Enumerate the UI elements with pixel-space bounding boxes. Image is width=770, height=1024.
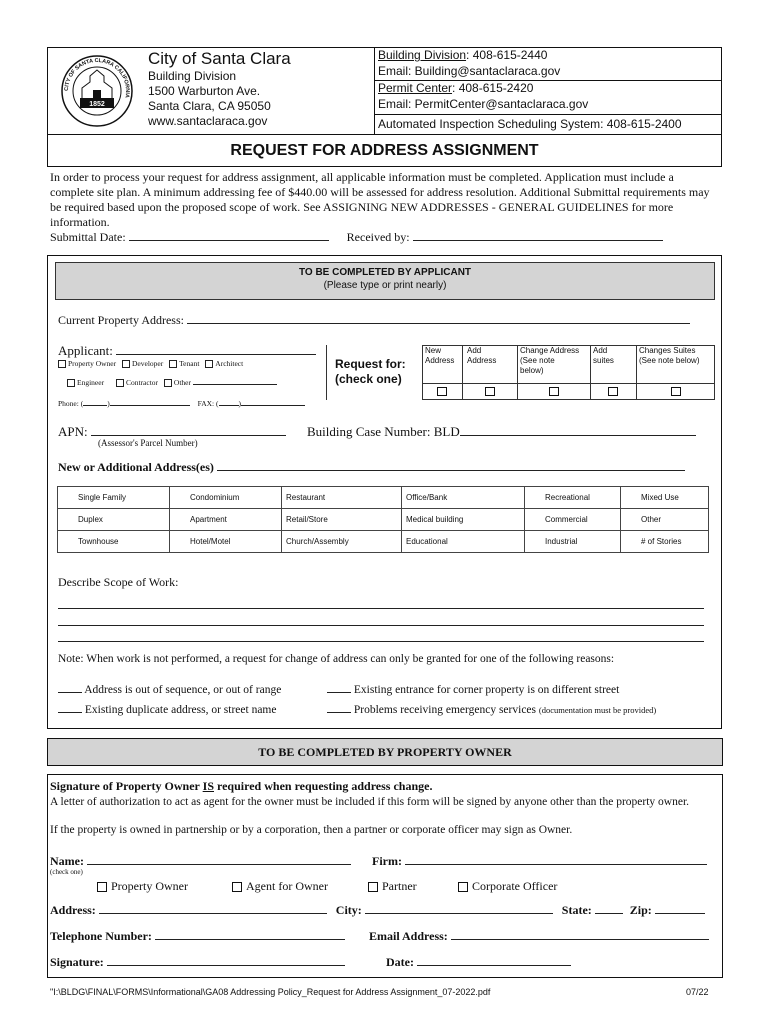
apn-field[interactable] (91, 426, 286, 436)
building-type-cell[interactable]: Restaurant (282, 487, 402, 509)
inspection-scheduling: Automated Inspection Scheduling System: 408-615-2400 (378, 117, 682, 131)
building-type-cell[interactable]: Hotel/Motel (170, 531, 282, 553)
reason-label: Address is out of sequence, or out of range (84, 684, 282, 696)
scope-line-2[interactable] (58, 625, 704, 626)
building-division-label: Building Division (378, 48, 467, 62)
intro-text: In order to process your request for address assignment, all applicable information must be completed. Application must include a complete site plan. A minimum addressing fee of $440.00 will be assessed for address resolution. Additional Submittal requirements may be required based upon the proposed scope of work. See ASSIGNING NEW ADDRESSES - GENERAL GUIDELINES for more information. (50, 170, 710, 229)
building-type-cell[interactable]: Recreational (525, 487, 621, 509)
phone-area-field[interactable] (80, 399, 107, 408)
building-division-phone: : 408-615-2440 (466, 48, 548, 62)
new-address-label: New or Additional Address(es) (58, 460, 214, 474)
owner-option-label: Agent for Owner (246, 879, 328, 893)
seal-text: CITY OF SANTA CLARA CALIFORNIA (63, 57, 131, 99)
building-case-row (307, 424, 696, 440)
reason-row-2 (58, 703, 276, 716)
owner-option (458, 879, 557, 894)
current-address-field[interactable] (187, 314, 690, 324)
sig-required-part-a: Signature of Property Owner (50, 779, 203, 793)
table-row (58, 509, 709, 531)
owner-signature-row (50, 955, 345, 970)
request-option-label: Change Address (520, 346, 580, 355)
building-type-cell[interactable]: Commercial (525, 509, 621, 531)
role-label: Property Owner (68, 359, 117, 368)
building-type-cell[interactable]: Single Family (58, 487, 170, 509)
permit-center-label: Permit Center (378, 81, 453, 95)
role-checkbox[interactable] (164, 379, 172, 387)
request-option-label: (See note (520, 356, 555, 365)
applicant-roles-2 (67, 378, 277, 387)
request-option-label: New (425, 346, 442, 355)
role-checkbox[interactable] (122, 360, 130, 368)
reason-label: Existing entrance for corner property is on different street (353, 684, 620, 696)
applicant-row (58, 343, 316, 359)
owner-date-label: Date: (386, 955, 414, 969)
reason-row-1 (58, 683, 281, 696)
reason-row-2b (327, 703, 656, 716)
footer-version: 07/22 (686, 987, 709, 997)
sig-required-is: IS (202, 779, 214, 793)
building-type-cell[interactable]: Mixed Use (621, 487, 709, 509)
table-row (58, 531, 709, 553)
new-address-field[interactable] (217, 461, 685, 471)
scope-label: Describe Scope of Work: (58, 575, 179, 589)
applicant-label: Applicant: (58, 343, 113, 358)
owner-name-label: Name: (50, 854, 84, 868)
owner-zip-label: Zip: (629, 903, 652, 917)
role-checkbox[interactable] (169, 360, 177, 368)
reason-blank[interactable] (327, 683, 351, 693)
building-type-cell[interactable]: Duplex (58, 509, 170, 531)
building-type-cell[interactable]: Condominium (170, 487, 282, 509)
sig-required-part-b: required when requesting address change. (214, 779, 433, 793)
request-option-label: Add (467, 346, 482, 355)
applicant-field[interactable] (116, 345, 316, 355)
owner-partnership-text: If the property is owned in partnership or by a corporation, then a partner or corporate officer may sign as Owner. (50, 824, 573, 836)
submittal-date-field[interactable] (129, 231, 329, 241)
form-title: REQUEST FOR ADDRESS ASSIGNMENT (230, 142, 539, 159)
owner-option (232, 879, 328, 894)
request-checkbox[interactable] (671, 387, 681, 396)
current-address-row (58, 313, 690, 328)
owner-option (368, 879, 417, 894)
building-type-cell[interactable]: Apartment (170, 509, 282, 531)
request-checkbox[interactable] (485, 387, 495, 396)
request-option-label: (See note below) (639, 356, 700, 365)
fax-field[interactable] (238, 399, 305, 408)
seal-year: 1852 (89, 101, 105, 108)
phone-fax-row (58, 399, 305, 408)
phone-paren-open: ( (80, 399, 84, 408)
website-link[interactable]: www.santaclaraca.gov (148, 114, 268, 128)
applicant-roles (58, 359, 243, 368)
request-option-label: Address (467, 356, 497, 365)
received-by-field[interactable] (413, 231, 663, 241)
request-option (462, 345, 517, 399)
owner-phone-field[interactable] (155, 930, 345, 940)
owner-name-field[interactable] (87, 855, 351, 865)
submittal-date-label: Submittal Date: (50, 230, 126, 244)
fax-paren-close: ) (238, 399, 241, 408)
building-type-cell[interactable]: Medical building (402, 509, 525, 531)
owner-date-row (386, 955, 571, 970)
request-option-label: Address (425, 356, 455, 365)
role-label: Engineer (77, 378, 105, 387)
owner-firm-row (372, 854, 707, 869)
request-grid-bottom (422, 399, 715, 400)
received-by-label: Received by: (346, 230, 410, 244)
submittal-date-row (50, 230, 663, 245)
owner-type-checkbox[interactable] (368, 882, 378, 892)
role-checkbox[interactable] (116, 379, 124, 387)
owner-signature-field[interactable] (107, 956, 345, 966)
role-checkbox[interactable] (67, 379, 75, 387)
owner-option (97, 879, 188, 894)
building-type-cell[interactable]: Church/Assembly (282, 531, 402, 553)
reason-blank[interactable] (327, 703, 351, 713)
owner-email-field[interactable] (451, 930, 709, 940)
owner-phone-row (50, 929, 345, 944)
applicant-subtitle: (Please type or print nearly) (323, 280, 447, 291)
owner-state-label: State: (561, 903, 592, 917)
owner-title: TO BE COMPLETED BY PROPERTY OWNER (258, 745, 512, 759)
reason-note: (documentation must be provided) (538, 705, 657, 715)
table-row (58, 487, 709, 509)
owner-address-field[interactable] (99, 904, 327, 914)
owner-address-label: Address: (50, 903, 96, 917)
owner-city-label: City: (335, 903, 362, 917)
apn-note: (Assessor's Parcel Number) (98, 438, 198, 448)
city-seal-icon (60, 54, 134, 128)
request-option (517, 345, 590, 399)
building-division-contact (378, 48, 547, 62)
contact-divider (374, 47, 375, 134)
scope-line-3[interactable] (58, 641, 704, 642)
reason-label: Problems receiving emergency services (353, 704, 536, 716)
role-label: Developer (132, 359, 164, 368)
check-one-label: (check one) (335, 372, 402, 386)
request-option-label: suites (593, 356, 614, 365)
request-option (590, 345, 636, 399)
fax-area-field[interactable] (219, 399, 239, 406)
applicant-header (55, 262, 715, 300)
owner-option-label: Corporate Officer (472, 879, 558, 893)
fax-paren-open: ( (216, 399, 219, 408)
owner-email-row (369, 929, 709, 944)
current-address-label: Current Property Address: (58, 313, 184, 327)
request-option-label: Changes Suites (639, 346, 696, 355)
owner-zip-field[interactable] (655, 904, 705, 914)
permit-center-phone: : 408-615-2420 (452, 81, 534, 95)
new-address-row (58, 460, 685, 475)
request-checkbox[interactable] (549, 387, 559, 396)
building-type-cell[interactable]: Other (621, 509, 709, 531)
city-name: City of Santa Clara (148, 49, 291, 68)
owner-date-field[interactable] (417, 956, 571, 966)
request-for-table (326, 345, 714, 400)
role-checkbox[interactable] (58, 360, 66, 368)
owner-firm-label: Firm: (372, 854, 402, 868)
fax-label: FAX: (197, 399, 215, 408)
reason-row-1b (327, 683, 619, 696)
owner-option-label: Partner (382, 879, 417, 893)
owner-sig-required (50, 779, 432, 794)
division-name: Building Division (148, 69, 237, 83)
request-option (636, 345, 715, 399)
reason-blank[interactable] (58, 703, 82, 713)
phone-paren-close: ) (107, 399, 110, 408)
applicant-title: TO BE COMPLETED BY APPLICANT (298, 267, 472, 278)
owner-firm-field[interactable] (405, 855, 707, 865)
building-type-cell[interactable]: Educational (402, 531, 525, 553)
owner-type-checkbox[interactable] (97, 882, 107, 892)
permit-center-contact (378, 81, 533, 95)
note-text: Note: When work is not performed, a request for change of address can only be granted for one of the following reasons: (58, 653, 615, 665)
contact-rule-2 (374, 114, 722, 115)
building-type-table (57, 486, 709, 553)
role-label: Contractor (125, 378, 159, 387)
footer-path: "I:\BLDG\FINAL\FORMS\Informational\GA08 Addressing Policy_Request for Address Assignment_07-2022.pdf (50, 987, 491, 997)
phone-label: Phone: (58, 399, 79, 408)
owner-type-checkbox[interactable] (232, 882, 242, 892)
building-case-label: Building Case Number: BLD (307, 424, 460, 439)
permit-email[interactable]: Email: PermitCenter@santaclaraca.gov (378, 97, 589, 111)
request-checkbox[interactable] (608, 387, 618, 396)
owner-state-field[interactable] (595, 904, 623, 914)
owner-letter-text: A letter of authorization to act as agent for the owner must be included if this form will be signed by anyone other than the property owner. (50, 796, 690, 808)
request-checkbox[interactable] (437, 387, 447, 396)
apn-label: APN: (58, 424, 88, 439)
role-label: Other (173, 378, 191, 387)
role-checkbox[interactable] (205, 360, 213, 368)
owner-name-row (50, 854, 351, 869)
request-option-label: Add (593, 346, 608, 355)
reason-label: Existing duplicate address, or street name (84, 704, 277, 716)
building-type-cell[interactable]: Retail/Store (282, 509, 402, 531)
request-option-label: below) (520, 366, 544, 375)
street-address: 1500 Warburton Ave. (148, 84, 261, 98)
building-email[interactable]: Email: Building@santaclaraca.gov (378, 64, 561, 78)
scope-line-1[interactable] (58, 608, 704, 609)
owner-phone-label: Telephone Number: (50, 929, 152, 943)
city-state-zip: Santa Clara, CA 95050 (148, 99, 271, 113)
other-role-field[interactable] (193, 378, 277, 385)
owner-header (47, 738, 723, 766)
building-type-cell[interactable]: Office/Bank (402, 487, 525, 509)
owner-address-row (50, 903, 705, 918)
header-divider (48, 134, 721, 135)
phone-field[interactable] (110, 399, 190, 406)
reason-blank[interactable] (58, 683, 82, 693)
building-type-cell[interactable]: # of Stories (621, 531, 709, 553)
building-type-cell[interactable]: Townhouse (58, 531, 170, 553)
role-label: Architect (215, 359, 244, 368)
owner-email-label: Email Address: (369, 929, 448, 943)
owner-city-field[interactable] (365, 904, 553, 914)
building-case-field[interactable] (460, 426, 696, 436)
owner-option-label: Property Owner (111, 879, 188, 893)
request-option (422, 345, 462, 399)
role-label: Tenant (179, 359, 200, 368)
request-for-label: Request for: (335, 357, 406, 371)
owner-signature-label: Signature: (50, 955, 104, 969)
owner-check-one: (check one) (50, 868, 83, 876)
owner-type-checkbox[interactable] (458, 882, 468, 892)
building-type-cell[interactable]: Industrial (525, 531, 621, 553)
